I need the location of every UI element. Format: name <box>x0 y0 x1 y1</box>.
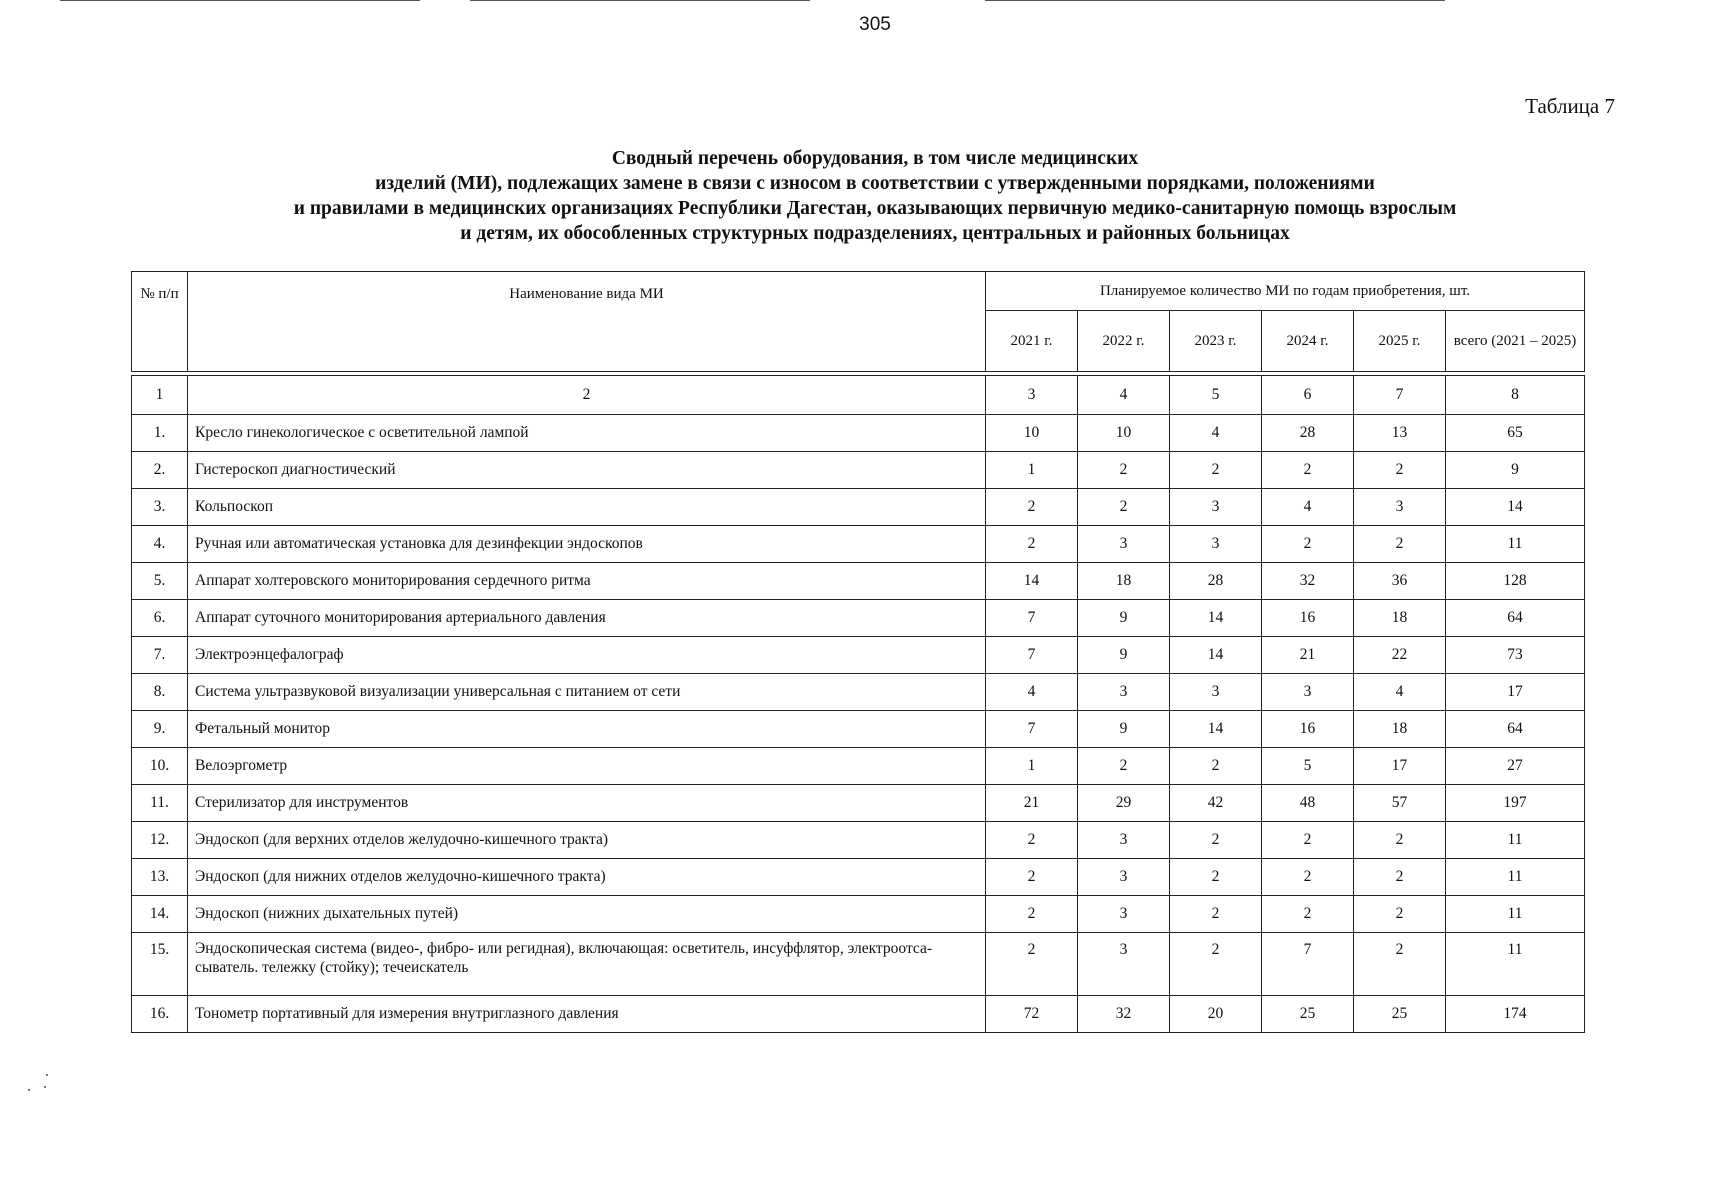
quantity-total: 128 <box>1446 563 1585 600</box>
quantity-2022: 18 <box>1078 563 1170 600</box>
quantity-2022: 2 <box>1078 452 1170 489</box>
quantity-total: 65 <box>1446 415 1585 452</box>
quantity-2024: 3 <box>1262 674 1354 711</box>
quantity-2024: 2 <box>1262 526 1354 563</box>
quantity-2023: 2 <box>1170 896 1262 933</box>
quantity-2024: 2 <box>1262 859 1354 896</box>
table-row <box>132 674 1585 711</box>
quantity-2022: 3 <box>1078 822 1170 859</box>
row-number: 2. <box>132 452 188 489</box>
quantity-2024: 2 <box>1262 452 1354 489</box>
quantity-total: 11 <box>1446 822 1585 859</box>
quantity-2025: 3 <box>1354 489 1446 526</box>
table-row <box>132 600 1585 637</box>
table-row <box>132 785 1585 822</box>
quantity-2025: 13 <box>1354 415 1446 452</box>
quantity-2024: 48 <box>1262 785 1354 822</box>
scan-edge-top-left <box>60 0 420 1</box>
quantity-total: 73 <box>1446 637 1585 674</box>
column-index: 3 <box>986 376 1078 415</box>
quantity-total: 27 <box>1446 748 1585 785</box>
quantity-total: 11 <box>1446 859 1585 896</box>
quantity-2022: 3 <box>1078 526 1170 563</box>
device-name: Велоэргометр <box>188 748 986 785</box>
header-num: № п/п <box>132 272 188 372</box>
quantity-2023: 14 <box>1170 600 1262 637</box>
quantity-2023: 4 <box>1170 415 1262 452</box>
device-name: Стерилизатор для инструментов <box>188 785 986 822</box>
row-number: 14. <box>132 896 188 933</box>
row-number: 12. <box>132 822 188 859</box>
header-planned-quantity: Планируемое количество МИ по годам приобретения, шт. <box>986 272 1585 311</box>
quantity-2022: 29 <box>1078 785 1170 822</box>
table-row <box>132 896 1585 933</box>
column-index: 8 <box>1446 376 1585 415</box>
column-index: 1 <box>132 376 188 415</box>
quantity-2021: 2 <box>986 859 1078 896</box>
quantity-2025: 18 <box>1354 600 1446 637</box>
row-number: 15. <box>132 933 188 996</box>
quantity-2025: 2 <box>1354 859 1446 896</box>
quantity-2021: 1 <box>986 748 1078 785</box>
quantity-2023: 14 <box>1170 637 1262 674</box>
quantity-2021: 14 <box>986 563 1078 600</box>
quantity-total: 11 <box>1446 896 1585 933</box>
row-number: 10. <box>132 748 188 785</box>
table-row <box>132 526 1585 563</box>
device-name: Фетальный монитор <box>188 711 986 748</box>
quantity-2022: 3 <box>1078 859 1170 896</box>
device-name: Аппарат суточного мониторирования артериального давления <box>188 600 986 637</box>
quantity-2022: 9 <box>1078 637 1170 674</box>
scan-edge-top-mid <box>470 0 810 1</box>
quantity-2022: 3 <box>1078 896 1170 933</box>
table-row <box>132 711 1585 748</box>
table-row <box>132 748 1585 785</box>
quantity-total: 11 <box>1446 526 1585 563</box>
row-number: 6. <box>132 600 188 637</box>
quantity-2025: 2 <box>1354 452 1446 489</box>
quantity-2023: 2 <box>1170 452 1262 489</box>
quantity-2024: 16 <box>1262 600 1354 637</box>
header-year-2023: 2023 г. <box>1170 311 1262 372</box>
quantity-2025: 36 <box>1354 563 1446 600</box>
quantity-2021: 2 <box>986 526 1078 563</box>
quantity-2021: 2 <box>986 489 1078 526</box>
equipment-table <box>131 271 1585 1033</box>
title-line-2: изделий (МИ), подлежащих замене в связи с износом в соответствии с утвержденными порядками, положениями <box>375 173 1375 194</box>
header-name: Наименование вида МИ <box>188 272 986 372</box>
quantity-2024: 16 <box>1262 711 1354 748</box>
quantity-2025: 17 <box>1354 748 1446 785</box>
quantity-2021: 7 <box>986 600 1078 637</box>
column-index: 4 <box>1078 376 1170 415</box>
title-line-4: и детям, их обособленных структурных подразделениях, центральных и районных больницах <box>460 223 1290 244</box>
quantity-2023: 2 <box>1170 859 1262 896</box>
quantity-2023: 42 <box>1170 785 1262 822</box>
row-number: 3. <box>132 489 188 526</box>
quantity-2022: 10 <box>1078 415 1170 452</box>
quantity-total: 197 <box>1446 785 1585 822</box>
quantity-2021: 72 <box>986 996 1078 1033</box>
row-number: 5. <box>132 563 188 600</box>
quantity-2024: 2 <box>1262 896 1354 933</box>
row-number: 7. <box>132 637 188 674</box>
scan-speck <box>44 1086 46 1088</box>
quantity-2021: 2 <box>986 896 1078 933</box>
table-label: Таблица 7 <box>1525 94 1615 118</box>
header-year-2022: 2022 г. <box>1078 311 1170 372</box>
quantity-2023: 2 <box>1170 933 1262 996</box>
device-name: Эндоскопическая система (видео-, фибро- или регидная), включающая: осветитель, инсуффлятор, электроотса-сыватель. тележку (стойку); течеискатель <box>188 933 986 996</box>
quantity-2023: 2 <box>1170 822 1262 859</box>
quantity-2025: 2 <box>1354 933 1446 996</box>
table-row <box>132 489 1585 526</box>
column-index: 7 <box>1354 376 1446 415</box>
table-row <box>132 859 1585 896</box>
quantity-2025: 4 <box>1354 674 1446 711</box>
row-number: 11. <box>132 785 188 822</box>
quantity-2024: 2 <box>1262 822 1354 859</box>
quantity-2021: 7 <box>986 637 1078 674</box>
scan-edge-top-right <box>985 0 1445 1</box>
device-name: Электроэнцефалограф <box>188 637 986 674</box>
quantity-2022: 2 <box>1078 489 1170 526</box>
quantity-2025: 2 <box>1354 526 1446 563</box>
table-row <box>132 415 1585 452</box>
page-number: 305 <box>859 14 891 35</box>
quantity-total: 17 <box>1446 674 1585 711</box>
device-name: Тонометр портативный для измерения внутриглазного давления <box>188 996 986 1033</box>
quantity-2025: 18 <box>1354 711 1446 748</box>
device-name: Кресло гинекологическое с осветительной лампой <box>188 415 986 452</box>
scan-speck <box>28 1089 30 1091</box>
device-name: Система ультразвуковой визуализации универсальная с питанием от сети <box>188 674 986 711</box>
title-line-3: и правилами в медицинских организациях Республики Дагестан, оказывающих первичную медико-санитарную помощь взрослым <box>293 198 1457 219</box>
quantity-2021: 7 <box>986 711 1078 748</box>
quantity-2023: 14 <box>1170 711 1262 748</box>
quantity-2025: 22 <box>1354 637 1446 674</box>
quantity-2024: 32 <box>1262 563 1354 600</box>
column-index: 5 <box>1170 376 1262 415</box>
title-line-1: Сводный перечень оборудования, в том числе медицинских <box>611 148 1139 169</box>
device-name: Ручная или автоматическая установка для дезинфекции эндоскопов <box>188 526 986 563</box>
quantity-2023: 3 <box>1170 526 1262 563</box>
quantity-2023: 28 <box>1170 563 1262 600</box>
quantity-2023: 20 <box>1170 996 1262 1033</box>
quantity-2022: 3 <box>1078 933 1170 996</box>
quantity-2024: 7 <box>1262 933 1354 996</box>
quantity-total: 14 <box>1446 489 1585 526</box>
quantity-2021: 2 <box>986 822 1078 859</box>
header-total: всего (2021 – 2025) <box>1446 311 1585 372</box>
quantity-2024: 5 <box>1262 748 1354 785</box>
quantity-2021: 10 <box>986 415 1078 452</box>
quantity-2021: 21 <box>986 785 1078 822</box>
quantity-2021: 2 <box>986 933 1078 996</box>
scan-speck <box>46 1074 48 1076</box>
row-number: 8. <box>132 674 188 711</box>
quantity-2025: 2 <box>1354 822 1446 859</box>
table-row <box>132 637 1585 674</box>
quantity-2021: 1 <box>986 452 1078 489</box>
quantity-2022: 32 <box>1078 996 1170 1033</box>
column-index-row <box>132 376 1585 415</box>
device-name: Аппарат холтеровского мониторирования сердечного ритма <box>188 563 986 600</box>
header-year-2021: 2021 г. <box>986 311 1078 372</box>
row-number: 16. <box>132 996 188 1033</box>
column-index: 2 <box>188 376 986 415</box>
table-row <box>132 563 1585 600</box>
quantity-2025: 2 <box>1354 896 1446 933</box>
quantity-total: 174 <box>1446 996 1585 1033</box>
table-row <box>132 933 1585 996</box>
quantity-2023: 2 <box>1170 748 1262 785</box>
quantity-2024: 25 <box>1262 996 1354 1033</box>
device-name: Эндоскоп (нижних дыхательных путей) <box>188 896 986 933</box>
table-row <box>132 452 1585 489</box>
header-year-2025: 2025 г. <box>1354 311 1446 372</box>
device-name: Гистероскоп диагностический <box>188 452 986 489</box>
row-number: 9. <box>132 711 188 748</box>
quantity-2023: 3 <box>1170 674 1262 711</box>
quantity-2022: 9 <box>1078 711 1170 748</box>
document-title <box>150 146 1600 246</box>
row-number: 4. <box>132 526 188 563</box>
quantity-2025: 57 <box>1354 785 1446 822</box>
device-name: Кольпоскоп <box>188 489 986 526</box>
row-number: 13. <box>132 859 188 896</box>
quantity-total: 64 <box>1446 711 1585 748</box>
header-year-2024: 2024 г. <box>1262 311 1354 372</box>
column-index: 6 <box>1262 376 1354 415</box>
row-number: 1. <box>132 415 188 452</box>
quantity-2022: 9 <box>1078 600 1170 637</box>
quantity-2021: 4 <box>986 674 1078 711</box>
quantity-2025: 25 <box>1354 996 1446 1033</box>
quantity-2024: 4 <box>1262 489 1354 526</box>
quantity-2023: 3 <box>1170 489 1262 526</box>
quantity-2022: 2 <box>1078 748 1170 785</box>
table-row <box>132 822 1585 859</box>
device-name: Эндоскоп (для нижних отделов желудочно-кишечного тракта) <box>188 859 986 896</box>
quantity-total: 64 <box>1446 600 1585 637</box>
quantity-2022: 3 <box>1078 674 1170 711</box>
quantity-2024: 28 <box>1262 415 1354 452</box>
device-name: Эндоскоп (для верхних отделов желудочно-кишечного тракта) <box>188 822 986 859</box>
quantity-2024: 21 <box>1262 637 1354 674</box>
table-row <box>132 996 1585 1033</box>
quantity-total: 9 <box>1446 452 1585 489</box>
quantity-total: 11 <box>1446 933 1585 996</box>
